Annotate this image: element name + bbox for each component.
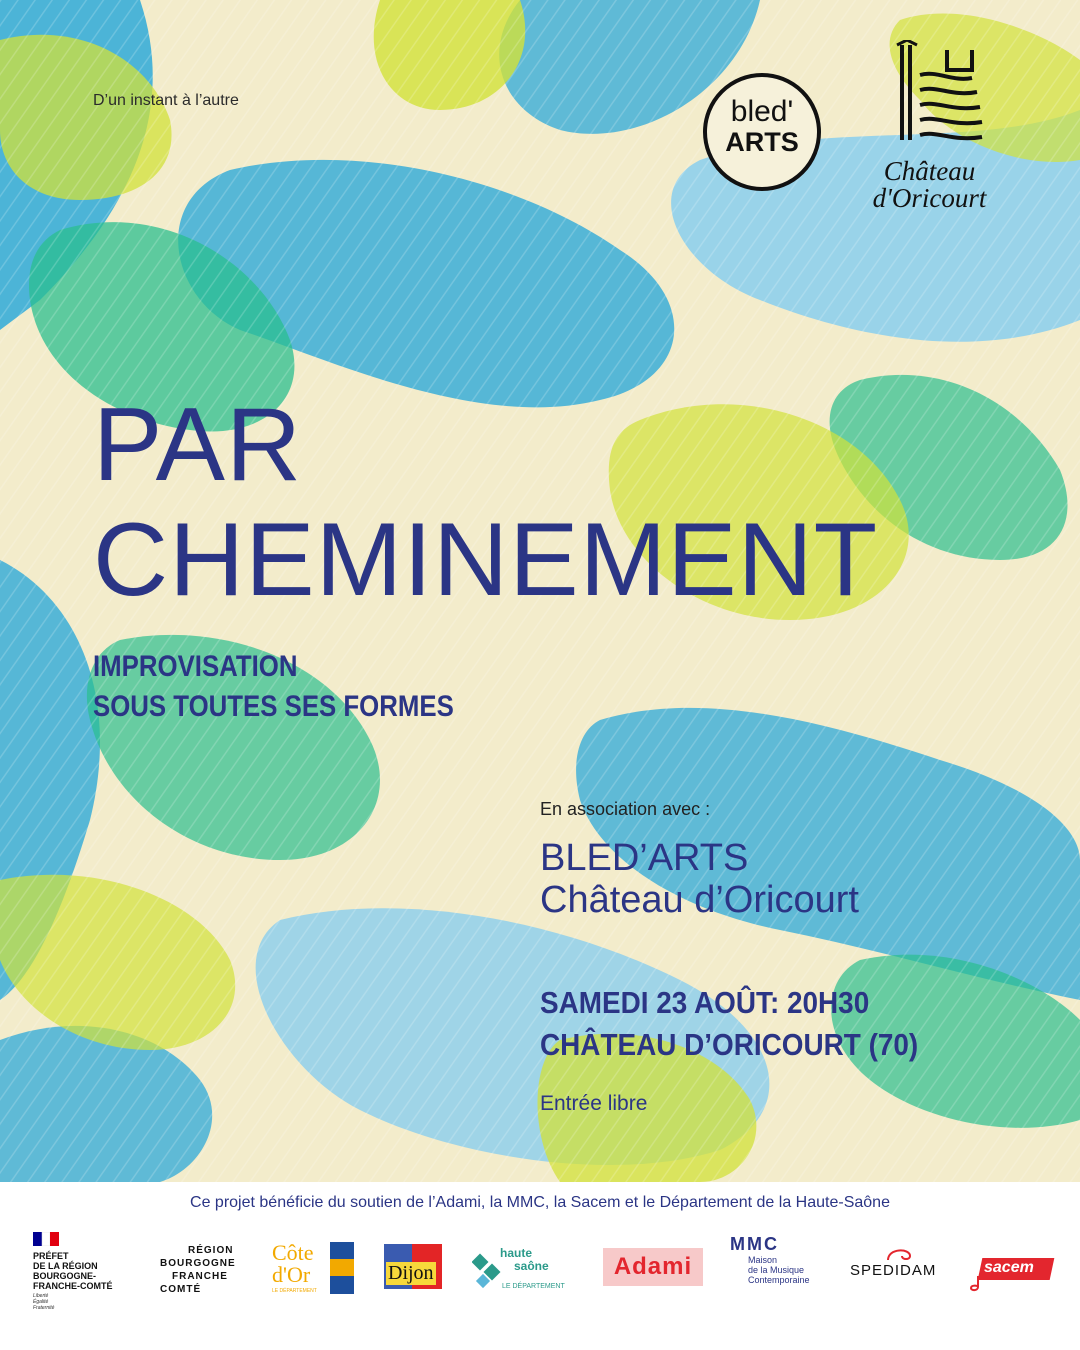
chateau-oricourt-logo [862, 40, 997, 225]
spedidam-label: SPEDIDAM [850, 1262, 937, 1279]
event-place: CHÂTEAU D’ORICOURT (70) [540, 1027, 919, 1062]
adami-logo [603, 1248, 703, 1286]
prefet-line: PRÉFET [33, 1251, 69, 1261]
title-line-2: CHEMINEMENT [93, 502, 879, 618]
mmc-line: Contemporaine [748, 1275, 810, 1285]
spedidam-logo [850, 1244, 950, 1314]
entry-info: Entrée libre [540, 1092, 648, 1115]
tagline: D’un instant à l’autre [93, 92, 239, 109]
cotedor-logo [272, 1242, 358, 1312]
prefet-logo [33, 1232, 133, 1311]
mmc-logo [730, 1234, 830, 1304]
support-text: Ce projet bénéficie du soutien de l’Adami, la MMC, la Sacem et le Département de la Haute-Saône [190, 1194, 890, 1211]
chateau-logo-line1: Château [883, 156, 976, 186]
sacem-logo [970, 1258, 1056, 1328]
chateau-logo-line2: d'Oricourt [872, 183, 987, 213]
adami-label: Adami [613, 1253, 693, 1280]
mmc-label: MMC [730, 1234, 779, 1254]
prefet-motto: Fraternité [33, 1305, 55, 1311]
prefet-line: DE LA RÉGION [33, 1261, 98, 1271]
hautesaone-logo [472, 1246, 577, 1316]
mmc-line: de la Musique [748, 1265, 805, 1275]
region-line: BOURGOGNE [160, 1258, 236, 1269]
spedidam-swirl-icon [884, 1244, 914, 1262]
partner-name: Château d’Oricourt [540, 879, 859, 921]
region-line: COMTÉ [160, 1284, 202, 1295]
chateau-logo-name [862, 158, 997, 212]
prefet-line: BOURGOGNE- [33, 1271, 96, 1281]
bledarts-logo-line2: ARTS [725, 127, 799, 157]
association-label: En association avec : [540, 799, 711, 819]
cotedor-line: Côte [272, 1240, 314, 1265]
cotedor-subline: LE DÉPARTEMENT [272, 1288, 317, 1294]
partner-name: BLED’ARTS [540, 837, 749, 879]
hautesaone-subline: LE DÉPARTEMENT [502, 1283, 565, 1290]
prefet-line: FRANCHE-COMTÉ [33, 1281, 113, 1291]
dijon-logo [384, 1244, 446, 1314]
region-logo [160, 1244, 240, 1314]
hautesaone-line: haute [500, 1246, 533, 1260]
marianne-icon [33, 1232, 59, 1246]
mmc-line: Maison [748, 1255, 778, 1265]
region-line: RÉGION [188, 1245, 234, 1256]
subtitle-line-1: IMPROVISATION [93, 650, 298, 683]
hautesaone-icon [472, 1248, 502, 1292]
prefet-motto: Liberté [33, 1293, 49, 1299]
sponsors-footer [0, 1182, 1080, 1350]
subtitle-line-2: SOUS TOUTES SES FORMES [93, 690, 454, 723]
bledarts-logo [703, 73, 821, 191]
cotedor-line: d'Or [272, 1262, 311, 1287]
event-date: SAMEDI 23 AOÛT: 20H30 [540, 985, 870, 1020]
sacem-label: sacem [984, 1259, 1034, 1276]
dijon-label: Dijon [388, 1262, 434, 1284]
music-note-icon [970, 1276, 982, 1292]
bledarts-logo-line1: bled' [730, 95, 794, 128]
castle-tower-icon [862, 40, 997, 155]
region-line: FRANCHE [172, 1271, 228, 1282]
cotedor-flag-icon [330, 1242, 354, 1294]
prefet-motto: Égalité [33, 1299, 49, 1305]
title-line-1: PAR [93, 387, 303, 503]
hautesaone-line: saône [514, 1259, 549, 1273]
